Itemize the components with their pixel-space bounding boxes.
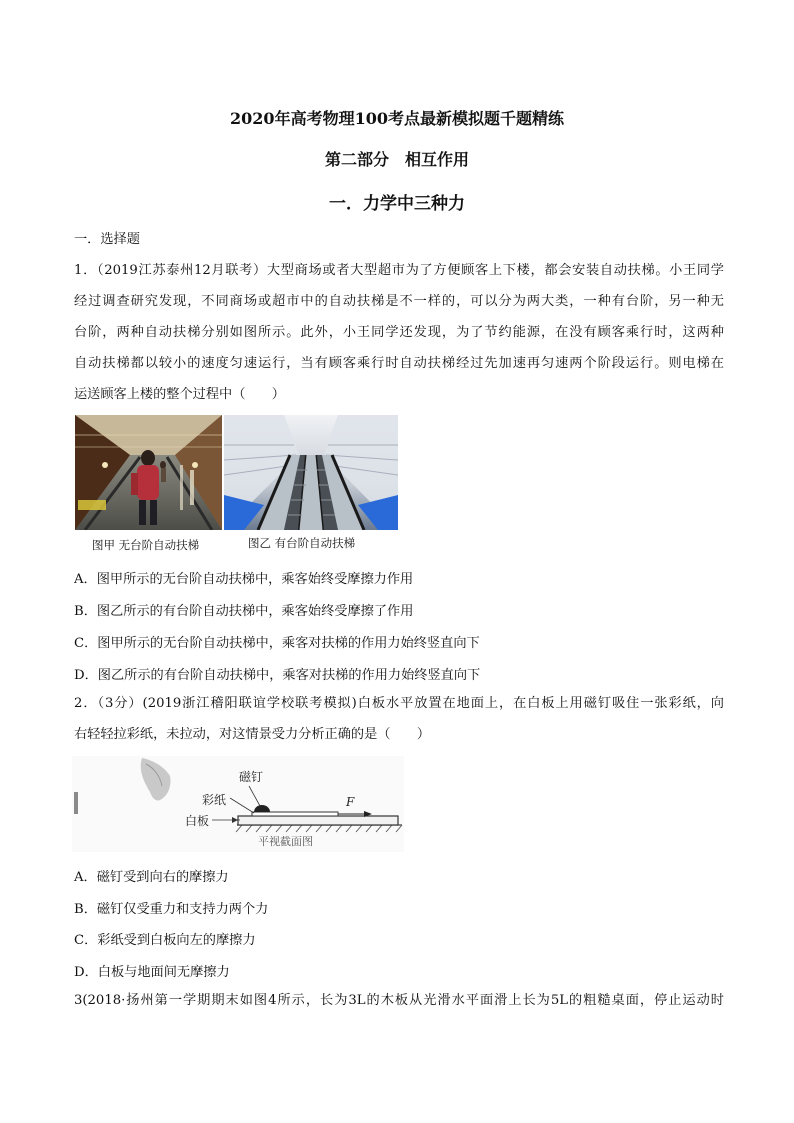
caption-figure-a: 图甲 无台阶自动扶梯: [92, 538, 200, 552]
photo-stepped-escalator: [224, 415, 398, 530]
part-heading: 第二部分 相互作用: [324, 150, 469, 169]
q2-option-d: D．白板与地面间无摩擦力: [74, 965, 230, 980]
q2-line-2: 右轻轻拉彩纸，未拉动，对这情景受力分析正确的是（ ）: [74, 727, 431, 742]
q2-line-1: 2．（3分）(2019浙江稽阳联谊学校联考模拟)白板水平放置在地面上，在白板上用磁钉吸住一张彩纸，向: [74, 696, 724, 711]
q3-line-1: 3(2018·扬州第一学期期末如图4所示，长为3L的木板从光滑水平面滑上长为5L的粗糙桌面，停止运动时: [74, 993, 724, 1008]
label-paper: 彩纸: [202, 793, 227, 807]
label-board: 白板: [185, 814, 210, 828]
diagram-caption: 平视截面图: [258, 835, 313, 848]
q2-option-c: C．彩纸受到白板向左的摩擦力: [74, 933, 256, 948]
q1-line-3: 台阶，两种自动扶梯分别如图所示。此外，小王同学还发现，为了节约能源，在没有顾客乘行时，这两种: [74, 325, 724, 340]
photo-flat-escalator: [75, 415, 222, 530]
q1-line-4: 自动扶梯都以较小的速度匀速运行，当有顾客乘行时自动扶梯经过先加速再匀速两个阶段运行。则电梯在: [74, 356, 724, 371]
whiteboard-diagram: [72, 756, 404, 852]
q2-option-b: B．磁钉仅受重力和支持力两个力: [74, 902, 269, 917]
q1-line-1: 1．（2019江苏泰州12月联考）大型商场或者大型超市为了方便顾客上下楼，都会安装自动扶梯。小王同学: [74, 263, 724, 278]
q1-option-a: A．图甲所示的无台阶自动扶梯中，乘客始终受摩擦力作用: [74, 572, 414, 587]
label-magnet: 磁钉: [239, 770, 264, 784]
q1-option-c: C．图甲所示的无台阶自动扶梯中，乘客对扶梯的作用力始终竖直向下: [74, 636, 480, 651]
label-force: F: [346, 795, 355, 809]
q1-option-d: D．图乙所示的有台阶自动扶梯中，乘客对扶梯的作用力始终竖直向下: [74, 668, 481, 683]
q1-option-b: B．图乙所示的有台阶自动扶梯中，乘客始终受摩擦了作用: [74, 604, 414, 619]
q1-line-5: 运送顾客上楼的整个过程中（ ）: [74, 387, 285, 402]
q2-option-a: A．磁钉受到向右的摩擦力: [74, 870, 229, 885]
caption-figure-b: 图乙 有台阶自动扶梯: [248, 536, 356, 550]
chapter-heading: 一．力学中三种力: [329, 194, 465, 214]
q1-line-2: 经过调查研究发现，不同商场或超市中的自动扶梯是不一样的，可以分为两大类，一种有台阶，另一种无: [74, 294, 724, 309]
section-heading: 一．选择题: [74, 232, 140, 247]
document-title: 2020年高考物理100考点最新模拟题千题精练: [230, 109, 564, 128]
